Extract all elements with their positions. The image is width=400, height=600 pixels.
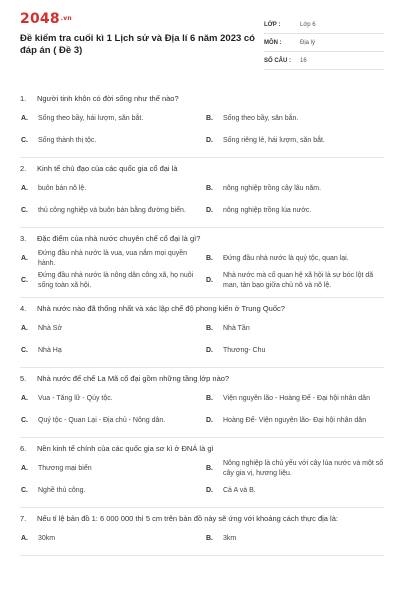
option-text: Thương- Chu [223,347,266,354]
answer-option[interactable] [20,270,199,292]
answer-option[interactable] [205,528,384,550]
option-text: nông nghiệp trồng lúa nước. [223,207,312,214]
answer-option[interactable] [205,200,384,222]
answer-option[interactable] [205,458,384,480]
answer-option[interactable] [205,410,384,432]
question-text [20,513,384,524]
option-letter: A. [21,325,28,332]
answer-option[interactable] [20,248,199,270]
option-text: Nhà nước mà cố quan hệ xã hội là sự bóc lột dã man, tàn bạo giữa chủ nô và nô lệ. [223,272,374,289]
meta-row-count [264,52,384,70]
question-number: 1. [20,94,27,103]
meta-row-subject [264,34,384,52]
option-letter: D. [206,137,213,144]
option-letter: C. [21,347,28,354]
question-text [20,443,384,454]
option-text: Viện nguyên lão - Hoàng Đế - Đại hội nhân dân [223,395,370,402]
option-letter: D. [206,347,213,354]
answer-option[interactable] [20,388,199,410]
meta-value: 16 [300,57,307,64]
question-prompt: Nhà nước nào đã thống nhất và xác lập chế độ phong kiến ở Trung Quốc? [37,304,285,313]
option-text: Nhà Hạ [38,347,62,354]
question-block [20,368,384,438]
option-text: Vua - Tăng lữ - Qúy tộc. [38,395,113,402]
option-letter: B. [206,255,213,262]
option-text: buôn bán nô lệ. [38,185,87,192]
meta-value: Lớp 6 [300,21,316,28]
question-text [20,93,384,104]
answer-option[interactable] [20,410,199,432]
option-letter: C. [21,417,28,424]
question-prompt: Nếu tỉ lệ bản đồ 1: 6 000 000 thì 5 cm trên bản đồ này sẽ ứng với khoảng cách thực địa là: [37,514,338,523]
meta-table [264,16,384,70]
answer-option[interactable] [205,318,384,340]
answer-options [20,248,384,292]
option-text: thủ công nghiệp và buôn bán bằng đường biển. [38,207,186,214]
option-text: Nông nghiệp là chủ yếu với cây lúa nước và một số cây gia vị, hương liệu. [223,460,384,477]
option-text: Nhà Sở [38,325,63,332]
answer-option[interactable] [20,458,199,480]
question-number: 6. [20,444,27,453]
option-letter: A. [21,535,28,542]
meta-label: SỐ CÂU : [264,57,291,64]
option-text: Sống riêng lẻ, hái lượm, săn bắt. [223,137,325,144]
header-left [20,10,256,57]
question-block [20,228,384,298]
answer-option[interactable] [20,108,199,130]
answer-option[interactable] [20,528,199,550]
option-text: Sống theo bầy, săn bắn. [223,115,299,122]
option-letter: B. [206,185,213,192]
logo-domain: .vn [60,15,72,22]
meta-value: Địa lý [300,39,316,46]
question-text [20,303,384,314]
question-prompt: Đặc điểm của nhà nước chuyên chế cổ đại là gì? [37,234,201,243]
answer-options [20,388,384,432]
option-letter: D. [206,207,213,214]
question-text [20,373,384,384]
option-letter: B. [206,325,213,332]
option-text: Nhà Tần [223,325,250,332]
option-letter: A. [21,255,28,262]
option-letter: D. [206,277,213,284]
option-letter: A. [21,465,28,472]
answer-options [20,318,384,362]
answer-options [20,108,384,152]
question-list [20,88,384,556]
option-letter: C. [21,277,28,284]
answer-option[interactable] [205,248,384,270]
option-text: Nghề thủ công. [38,487,86,494]
option-letter: D. [206,417,213,424]
option-text: Đứng đầu nhà nước là nông dân công xã, họ nuôi sống toàn xã hội. [38,272,194,289]
question-prompt: Nền kinh tế chính của các quốc gia sơ kì ở ĐNÁ là gì [37,444,214,453]
option-letter: A. [21,395,28,402]
meta-label: LỚP : [264,21,281,28]
answer-option[interactable] [20,480,199,502]
option-text: Quý tộc - Quan Lại - Địa chủ - Nông dân. [38,417,166,424]
answer-option[interactable] [205,388,384,410]
answer-option[interactable] [20,340,199,362]
question-number: 7. [20,514,27,523]
option-text: Sống theo bầy, hái lượm, săn bắt. [38,115,144,122]
answer-option[interactable] [205,108,384,130]
question-block [20,298,384,368]
site-logo[interactable] [20,10,256,28]
answer-options [20,528,384,550]
option-letter: B. [206,535,213,542]
meta-row-class [264,16,384,34]
question-number: 3. [20,234,27,243]
question-number: 2. [20,164,27,173]
option-text: Đứng đầu nhà nước là quý tộc, quan lại. [223,255,349,262]
option-text: Đứng đầu nhà nước là vua, vua nắm mọi quyền hành. [38,250,187,267]
answer-option[interactable] [205,178,384,200]
option-text: Cả A và B. [223,487,256,494]
question-text [20,233,384,244]
option-text: Hoàng Đế- Viện nguyên lão- Đại hội nhân dân [223,417,367,424]
option-letter: B. [206,465,213,472]
option-text: Thương mại biển [38,465,92,472]
option-letter: C. [21,137,28,144]
option-letter: A. [21,185,28,192]
question-number: 5. [20,374,27,383]
question-block [20,88,384,158]
option-text: 30km [38,535,56,542]
question-number: 4. [20,304,27,313]
question-block [20,438,384,508]
option-text: 3km [223,535,237,542]
answer-option[interactable] [205,130,384,152]
question-prompt: Người tinh khôn có đời sống như thế nào? [37,94,179,103]
option-letter: B. [206,395,213,402]
question-text [20,163,384,174]
question-block [20,158,384,228]
header [20,10,384,88]
question-block [20,508,384,556]
page-title: Đề kiểm tra cuối kì 1 Lịch sử và Địa lí 6 năm 2023 có đáp án ( Đề 3) [20,33,255,56]
answer-option[interactable] [205,270,384,292]
option-text: nông nghiệp trồng cây lâu năm. [223,185,322,192]
answer-option[interactable] [20,178,199,200]
option-letter: B. [206,115,213,122]
meta-label: MÔN : [264,39,282,46]
answer-option[interactable] [20,318,199,340]
option-letter: D. [206,487,213,494]
answer-options [20,178,384,222]
answer-option[interactable] [205,480,384,502]
logo-number: 2048 [20,11,60,27]
option-text: Sống thành thị tộc. [38,137,97,144]
answer-option[interactable] [205,340,384,362]
answer-option[interactable] [20,200,199,222]
question-prompt: Kinh tế chủ đạo của các quốc gia cổ đại là [37,164,178,173]
option-letter: C. [21,487,28,494]
option-letter: C. [21,207,28,214]
answer-options [20,458,384,502]
answer-option[interactable] [20,130,199,152]
question-prompt: Nhà nước đế chế La Mã cổ đại gồm những tầng lớp nào? [37,374,230,383]
option-letter: A. [21,115,28,122]
